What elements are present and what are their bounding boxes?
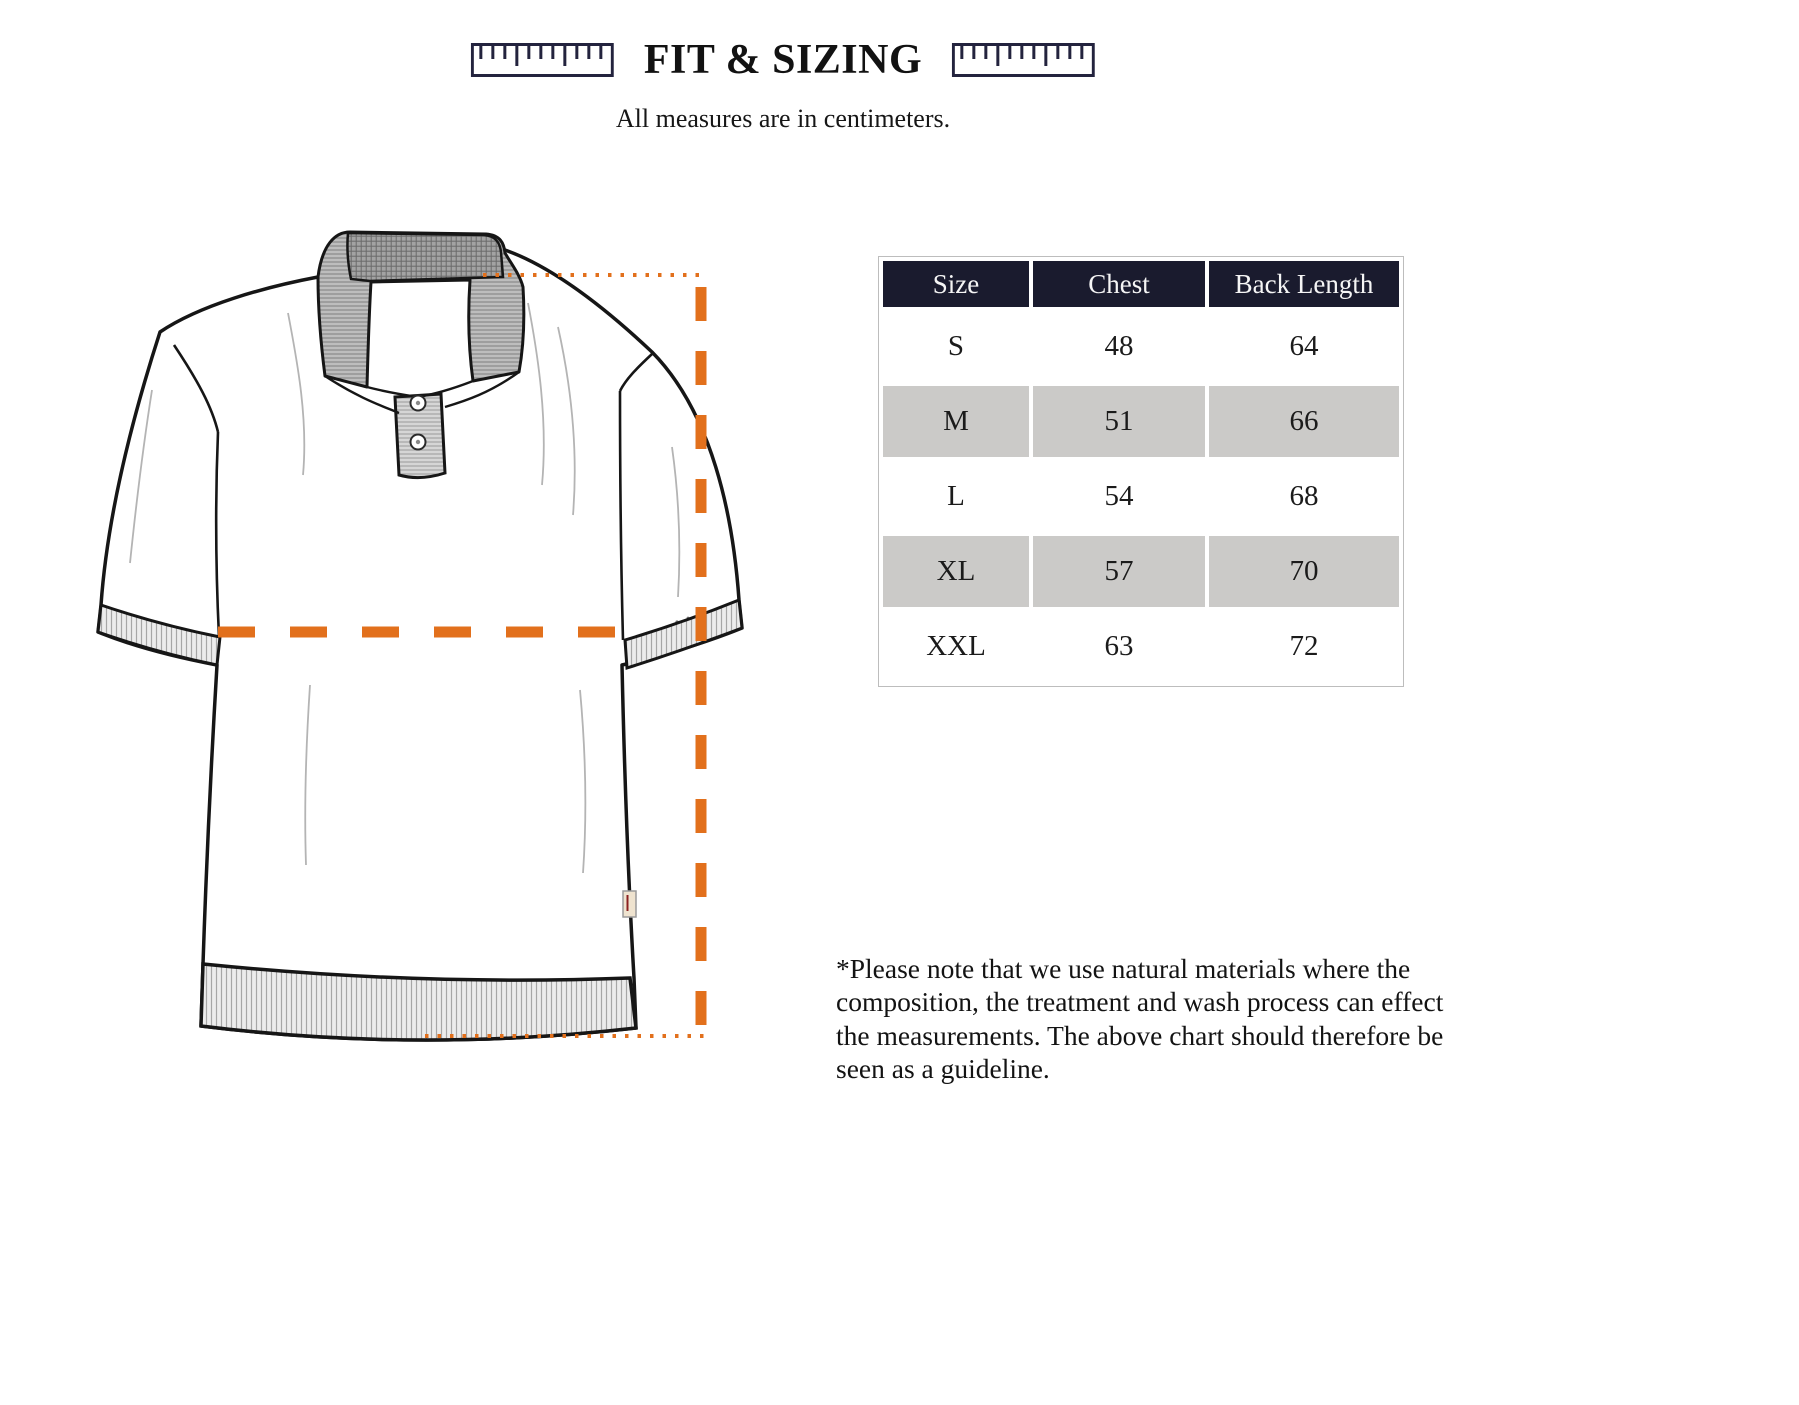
ruler-icon (471, 43, 614, 77)
column-header-size: Size (883, 261, 1029, 307)
chest-cell: 54 (1033, 461, 1205, 532)
chest-cell: 48 (1033, 311, 1205, 382)
size-cell: XL (883, 536, 1029, 607)
back-length-cell: 68 (1209, 461, 1399, 532)
table-row (883, 461, 1399, 532)
ruler-icon (952, 43, 1095, 77)
size-chart (878, 256, 1404, 687)
side-tag (623, 891, 636, 917)
back-length-cell: 72 (1209, 611, 1399, 682)
size-cell: S (883, 311, 1029, 382)
page-subtitle: All measures are in centimeters. (615, 104, 951, 133)
column-header-back-length: Back Length (1209, 261, 1399, 307)
page-title: FIT & SIZING (643, 37, 923, 83)
table-header-row (883, 261, 1399, 307)
table-row (883, 311, 1399, 382)
size-cell: M (883, 386, 1029, 457)
chest-cell: 51 (1033, 386, 1205, 457)
chest-cell: 57 (1033, 536, 1205, 607)
chest-cell: 63 (1033, 611, 1205, 682)
sizing-note: *Please note that we use natural materials where the composition, the treatment and wash process can effect the measurements. The above chart should therefore be seen as a guideline. (836, 952, 1444, 1085)
page-header (471, 36, 1095, 84)
table-row (883, 386, 1399, 457)
size-chart-table (879, 257, 1403, 686)
back-length-cell: 70 (1209, 536, 1399, 607)
collar-back-band (347, 233, 503, 281)
back-length-cell: 64 (1209, 311, 1399, 382)
size-cell: XXL (883, 611, 1029, 682)
polo-shirt-sketch (60, 185, 760, 1065)
back-length-cell: 66 (1209, 386, 1399, 457)
size-cell: L (883, 461, 1029, 532)
polo-shirt-diagram (60, 185, 760, 1065)
table-row (883, 536, 1399, 607)
column-header-chest: Chest (1033, 261, 1205, 307)
table-row (883, 611, 1399, 682)
